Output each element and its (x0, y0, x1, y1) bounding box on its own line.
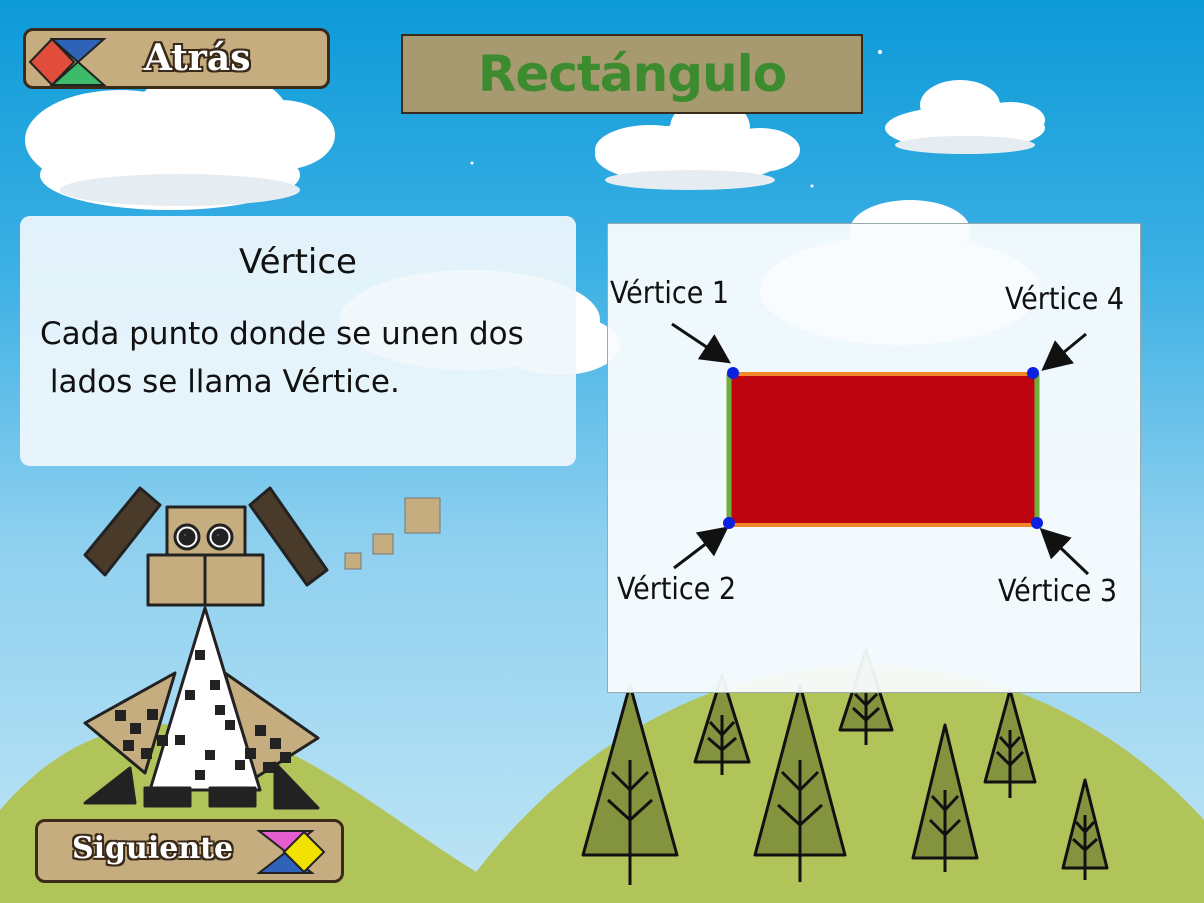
title-banner (401, 34, 863, 114)
vertex-dot-2 (723, 517, 735, 529)
next-button[interactable] (35, 819, 344, 883)
vertex-dot-1 (727, 367, 739, 379)
info-text-line: lados se llama Vértice. (40, 364, 400, 400)
tree (913, 725, 977, 872)
tree (985, 690, 1035, 798)
vertex-label-2: Vértice 2 (617, 572, 737, 607)
thought-bubbles (340, 495, 445, 575)
info-text-line: Cada punto donde se unen dos (40, 316, 524, 352)
arrow-vertex-4 (1046, 334, 1086, 367)
next-button-label: Siguiente (72, 831, 234, 866)
vertex-dot-3 (1031, 517, 1043, 529)
tangram-next-icon (254, 828, 326, 878)
tree (1063, 780, 1107, 880)
vertex-label-4: Vértice 4 (1005, 282, 1125, 317)
vertex-label-3: Vértice 3 (998, 574, 1118, 609)
info-heading: Vértice (239, 242, 357, 282)
vertex-dot-4 (1027, 367, 1039, 379)
tangram-dog-character (75, 480, 335, 810)
arrow-vertex-3 (1044, 532, 1088, 574)
rectangle-diagram (607, 223, 1141, 693)
back-button-label: Atrás (144, 37, 251, 79)
arrow-vertex-1 (672, 324, 726, 360)
back-button[interactable] (23, 28, 330, 89)
info-panel (20, 216, 576, 466)
arrow-vertex-2 (674, 530, 724, 568)
page-title: Rectángulo (477, 45, 787, 103)
info-text (40, 310, 576, 406)
vertex-label-1: Vértice 1 (610, 276, 730, 311)
tangram-back-icon (26, 34, 108, 86)
tree (755, 685, 845, 882)
tree (583, 685, 677, 885)
rectangle-shape (729, 374, 1037, 525)
